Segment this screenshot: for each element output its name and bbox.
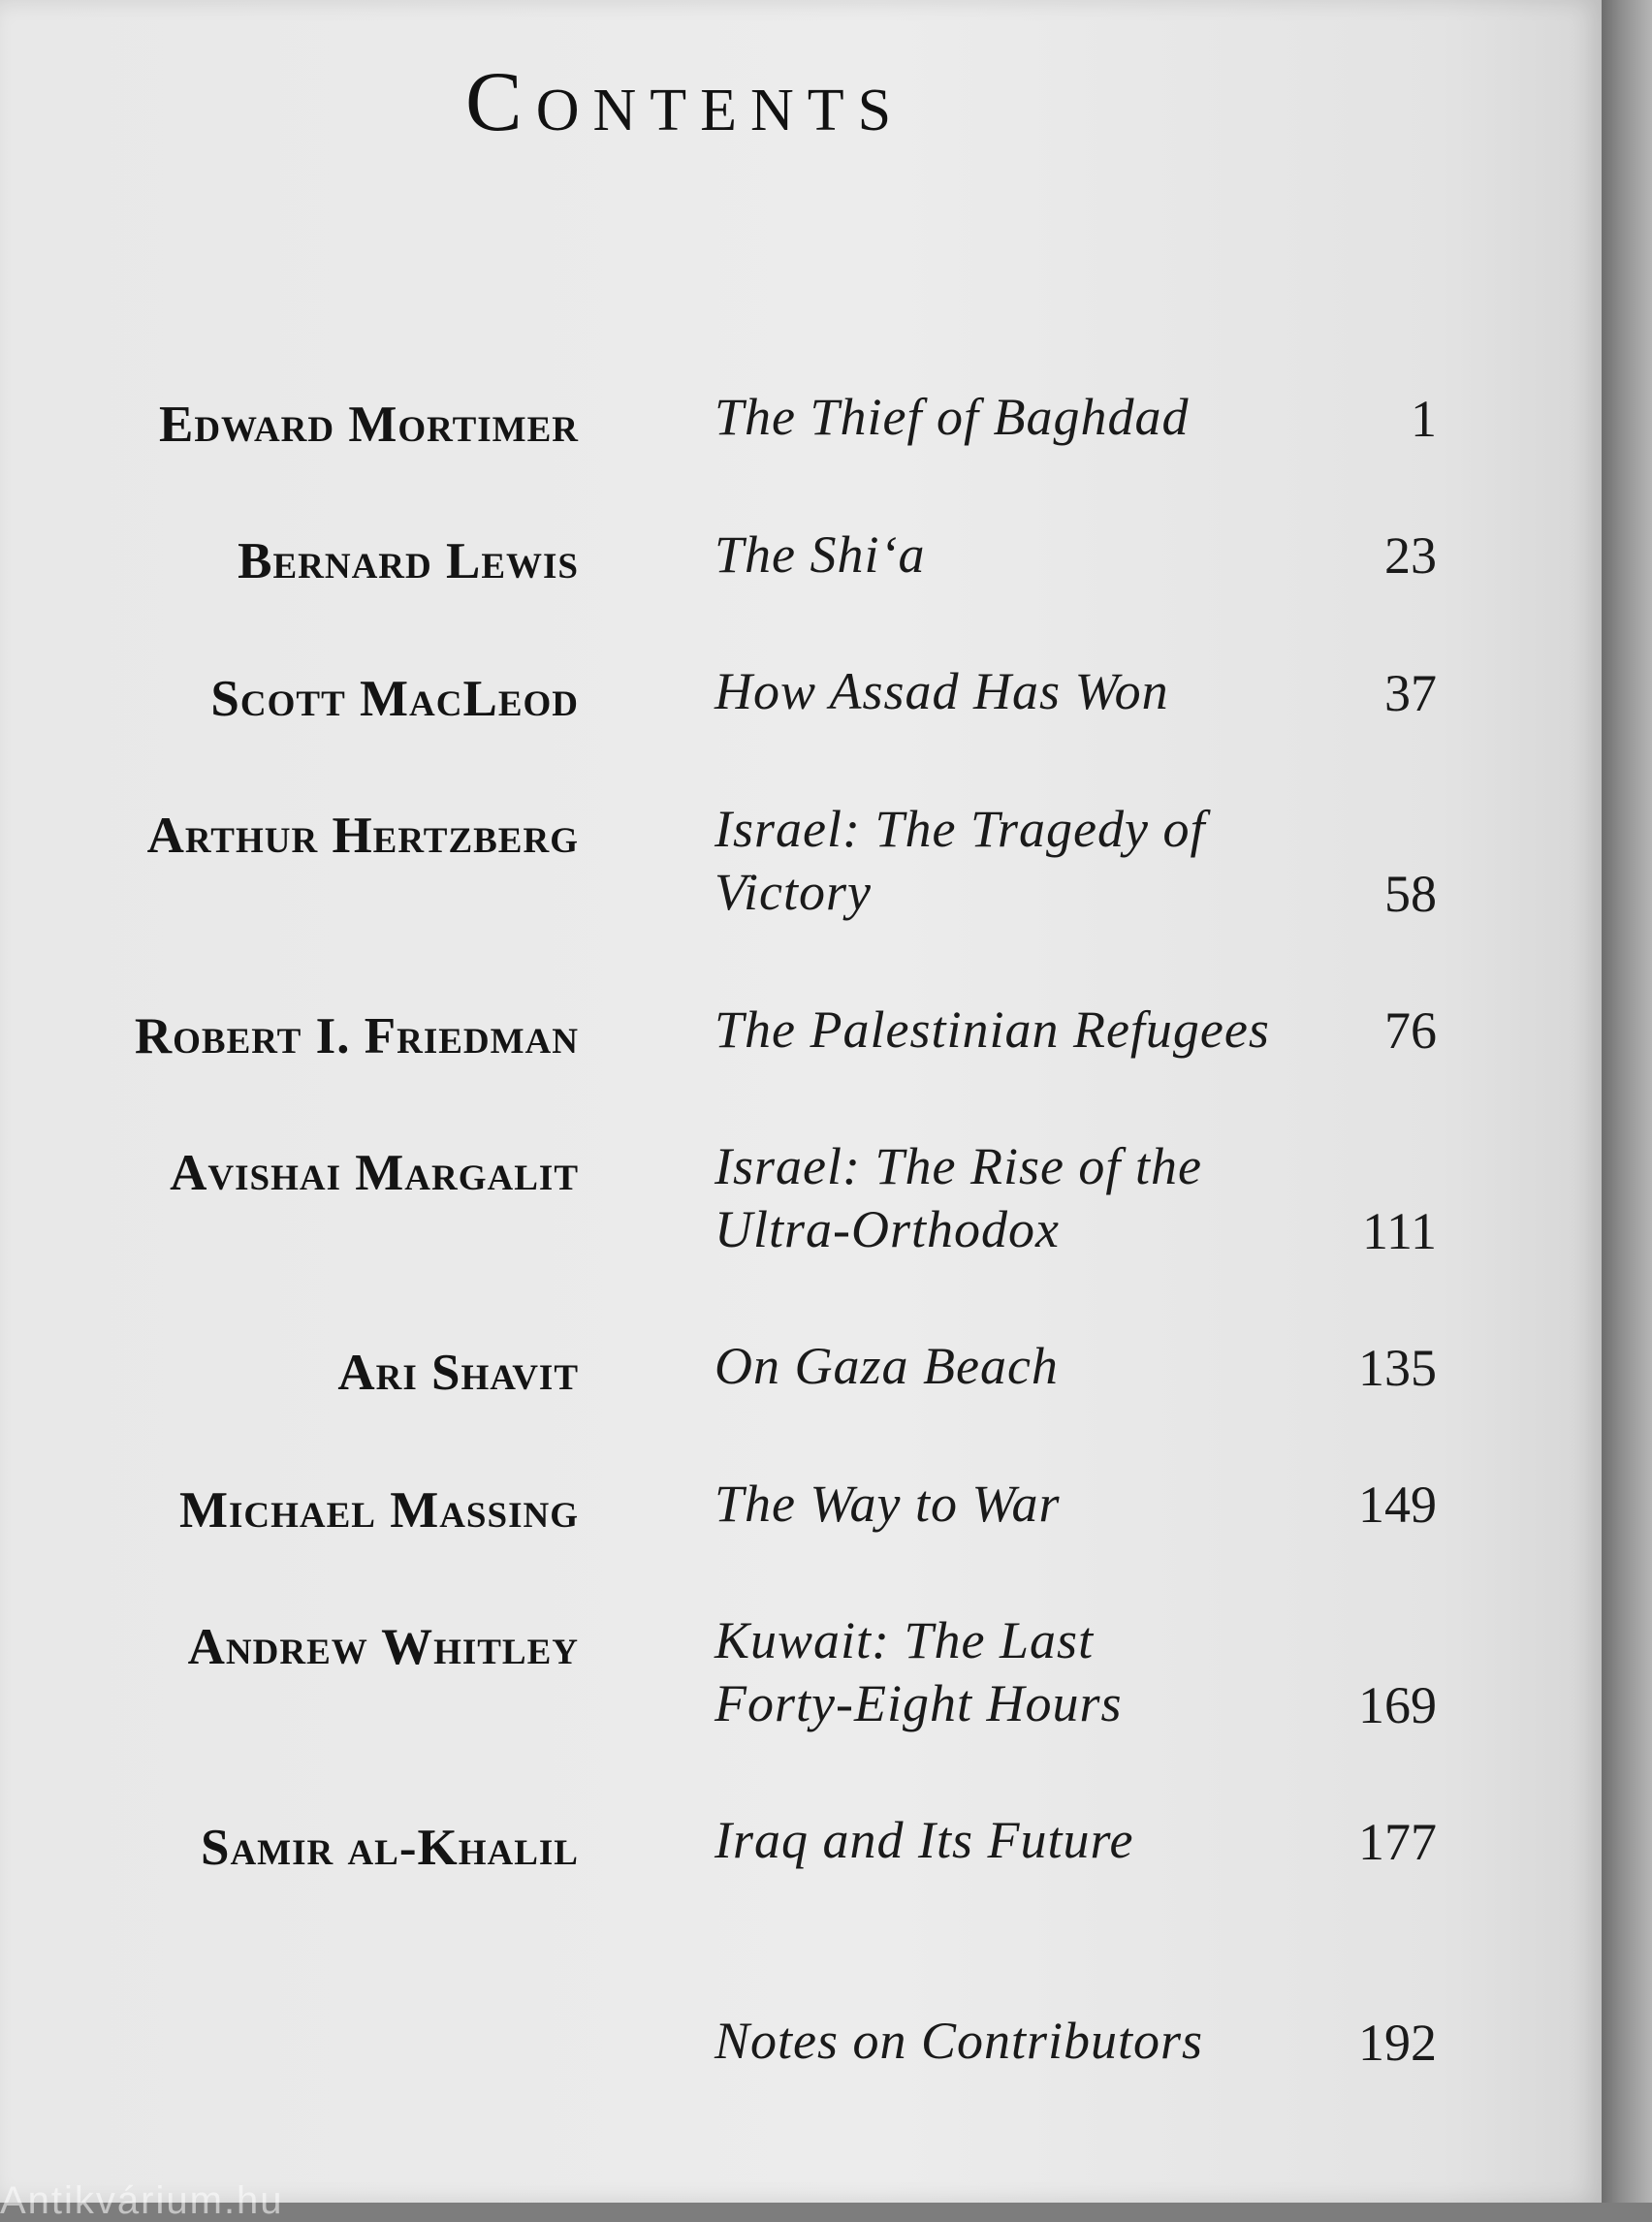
page-number: 37 <box>1384 664 1437 722</box>
chapter-title-continued: Victory <box>715 863 872 921</box>
contents-heading: Contents <box>465 55 905 149</box>
author-name: Bernard Lewis <box>238 533 579 589</box>
author-name: Arthur Hertzberg <box>146 808 579 864</box>
author-name: Andrew Whitley <box>187 1619 579 1675</box>
chapter-title: Kuwait: The Last <box>715 1611 1095 1669</box>
chapter-title: How Assad Has Won <box>715 662 1169 720</box>
page-number: 23 <box>1384 526 1437 585</box>
author-name: Scott MacLeod <box>210 671 579 727</box>
author-name: Edward Mortimer <box>158 397 579 453</box>
author-name: Samir al-Khalil <box>200 1820 579 1876</box>
author-name: Avishai Margalit <box>170 1145 579 1201</box>
notes-page-number: 192 <box>1358 2014 1437 2072</box>
chapter-title: Iraq and Its Future <box>715 1811 1134 1869</box>
page-number: 76 <box>1384 1001 1437 1060</box>
page-number: 169 <box>1358 1676 1437 1734</box>
chapter-title: The Thief of Baghdad <box>715 388 1190 446</box>
notes-title: Notes on Contributors <box>715 2012 1204 2070</box>
page-number: 177 <box>1358 1813 1437 1871</box>
page-edge-shadow <box>1602 0 1652 2203</box>
author-name: Robert I. Friedman <box>134 1008 579 1064</box>
chapter-title: The Shi‘a <box>715 525 926 584</box>
page-number: 135 <box>1358 1339 1437 1397</box>
author-name: Michael Massing <box>178 1482 579 1539</box>
chapter-title: Israel: The Rise of the <box>715 1137 1202 1195</box>
chapter-title: The Way to War <box>715 1475 1061 1533</box>
chapter-title-continued: Forty-Eight Hours <box>715 1674 1123 1732</box>
author-name: Ari Shavit <box>337 1345 579 1401</box>
page-number: 111 <box>1362 1202 1437 1260</box>
chapter-title: On Gaza Beach <box>715 1337 1059 1395</box>
page-number: 58 <box>1384 865 1437 923</box>
chapter-title: The Palestinian Refugees <box>715 1000 1270 1059</box>
chapter-title: Israel: The Tragedy of <box>715 800 1206 858</box>
chapter-title-continued: Ultra-Orthodox <box>715 1200 1060 1258</box>
page-number: 149 <box>1358 1476 1437 1534</box>
page-number: 1 <box>1411 390 1437 448</box>
watermark: Antikvárium.hu <box>0 2179 284 2222</box>
